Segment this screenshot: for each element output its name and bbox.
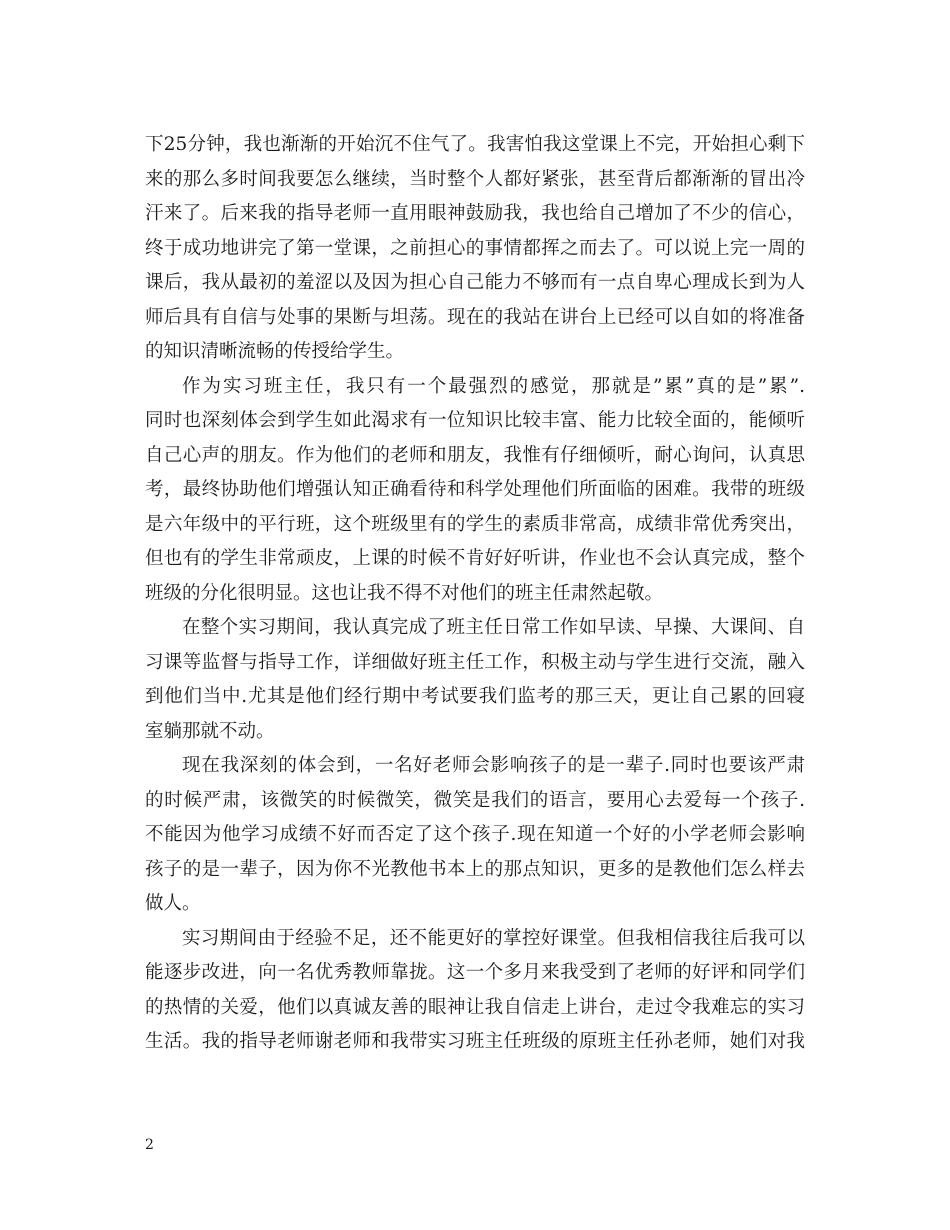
text-line: 室躺那就不动。 [145, 720, 275, 742]
text-line: 课后，我从最初的羞涩以及因为担心自己能力不够而有一点自卑心理成长到为人 [145, 272, 805, 293]
text-line: 师后具有自信与处事的果断与坦荡。现在的我站在讲台上已经可以自如的将准备 [145, 306, 805, 328]
text-line: 考，最终协助他们增强认知正确看待和科学处理他们所面临的困难。我带的班级 [145, 479, 805, 500]
text-line: 习课等监督与指导工作，详细做好班主任工作，积极主动与学生进行交流，融入 [145, 651, 805, 673]
text-line: 终于成功地讲完了第一堂课，之前担心的事情都挥之而去了。可以说上完一周的 [145, 237, 805, 259]
text-line: 的知识清晰流畅的传授给学生。 [145, 341, 405, 362]
text-line: 生活。我的指导老师谢老师和我带实习班主任班级的原班主任孙老师，她们对我 [145, 1031, 805, 1052]
text-line: 下25分钟，我也渐渐的开始沉不住气了。我害怕我这堂课上不完，开始担心剩下 [145, 134, 805, 155]
paragraph-first-line: 在整个实习期间，我认真完成了班主任日常工作如早读、早操、大课间、自 [182, 617, 805, 638]
text-line: 不能因为他学习成绩不好而否定了这个孩子.现在知道一个好的小学老师会影响 [145, 824, 805, 845]
paragraph-first-line: 现在我深刻的体会到，一名好老师会影响孩子的是一辈子.同时也要该严肃 [182, 755, 805, 776]
text-line: 但也有的学生非常顽皮，上课的时候不肯好好听讲，作业也不会认真完成，整个 [145, 548, 805, 569]
text-line: 汗来了。后来我的指导老师一直用眼神鼓励我，我也给自己增加了不少的信心， [145, 203, 805, 224]
paragraph-first-line: 实习期间由于经验不足，还不能更好的掌控好课堂。但我相信我往后我可以 [182, 927, 805, 949]
text-line: 的热情的关爱，他们以真诚友善的眼神让我自信走上讲台，走过令我难忘的实习 [145, 996, 805, 1018]
text-line: 做人。 [145, 893, 201, 914]
text-line: 是六年级中的平行班，这个班级里有的学生的素质非常高，成绩非常优秀突出， [145, 513, 805, 535]
text-line: 自己心声的朋友。作为他们的老师和朋友，我惟有仔细倾听，耐心询问，认真思 [145, 444, 805, 466]
paragraph-first-line: 作为实习班主任，我只有一个最强烈的感觉，那就是”累”真的是”累”. [182, 375, 805, 397]
text-line: 来的那么多时间我要怎么继续，当时整个人都好紧张，甚至背后都渐渐的冒出冷 [145, 168, 805, 190]
body-text [145, 128, 805, 1060]
text-line: 班级的分化很明显。这也让我不得不对他们的班主任肃然起敬。 [145, 582, 664, 604]
text-line: 同时也深刻体会到学生如此渴求有一位知识比较丰富、能力比较全面的，能倾听 [145, 410, 805, 431]
page-number: 2 [145, 1137, 154, 1153]
text-line: 孩子的是一辈子，因为你不光教他书本上的那点知识，更多的是教他们怎么样去 [145, 858, 805, 880]
text-line: 能逐步改进，向一名优秀教师靠拢。这一个多月来我受到了老师的好评和同学们 [145, 962, 805, 983]
text-line: 的时候严肃，该微笑的时候微笑，微笑是我们的语言，要用心去爱每一个孩子. [145, 789, 805, 811]
text-line: 到他们当中.尤其是他们经行期中考试要我们监考的那三天，更让自己累的回寝 [145, 686, 805, 707]
